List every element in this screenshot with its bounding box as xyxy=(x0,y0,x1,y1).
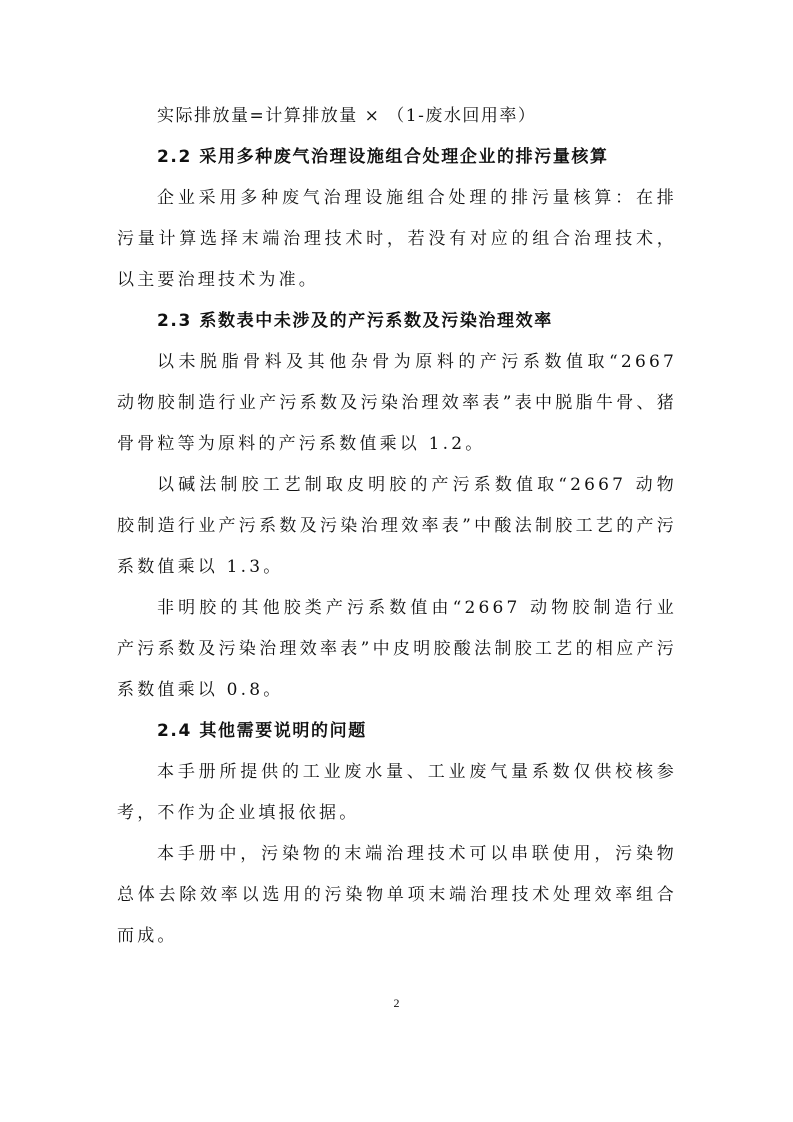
paragraph: 本手册所提供的工业废水量、工业废气量系数仅供校核参考，不作为企业填报依据。 xyxy=(117,762,677,823)
section-heading: 2.4 其他需要说明的问题 xyxy=(157,721,367,741)
document-body xyxy=(117,96,677,957)
section-2-3 xyxy=(117,301,677,711)
section-heading: 2.2 采用多种废气治理设施组合处理企业的排污量核算 xyxy=(157,147,609,167)
paragraph: 非明胶的其他胶类产污系数值由“2667 动物胶制造行业产污系数及污染治理效率表”中皮明胶酸法制胶工艺的相应产污系数值乘以 0.8。 xyxy=(117,598,677,700)
paragraph: 企业采用多种废气治理设施组合处理的排污量核算：在排污量计算选择末端治理技术时，若没有对应的组合治理技术，以主要治理技术为准。 xyxy=(117,188,677,290)
paragraph: 本手册中，污染物的末端治理技术可以串联使用，污染物总体去除效率以选用的污染物单项末端治理技术处理效率组合而成。 xyxy=(117,844,677,946)
section-2-4 xyxy=(117,711,677,957)
section-2-2 xyxy=(117,137,677,301)
paragraph: 以碱法制胶工艺制取皮明胶的产污系数值取“2667 动物胶制造行业产污系数及污染治理效率表”中酸法制胶工艺的产污系数值乘以 1.3。 xyxy=(117,475,677,577)
paragraph: 以未脱脂骨料及其他杂骨为原料的产污系数值取“2667 动物胶制造行业产污系数及污染治理效率表”表中脱脂牛骨、猪骨骨粒等为原料的产污系数值乘以 1.2。 xyxy=(117,352,677,454)
section-heading: 2.3 系数表中未涉及的产污系数及污染治理效率 xyxy=(157,311,553,331)
page-number: 2 xyxy=(393,996,400,1010)
formula-line: 实际排放量=计算排放量 × （1-废水回用率） xyxy=(157,106,537,126)
